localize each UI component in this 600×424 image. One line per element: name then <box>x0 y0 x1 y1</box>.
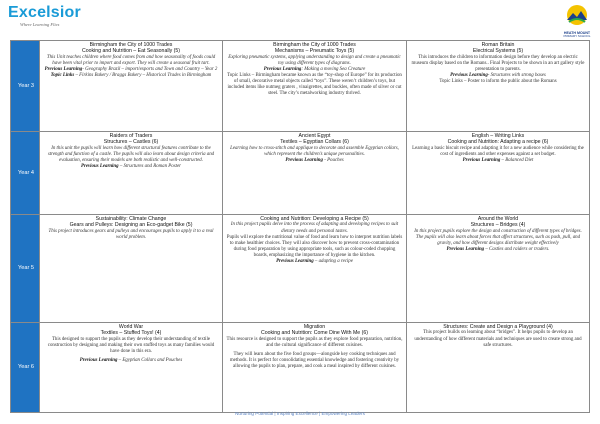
crest-line-1: HEATH MOUNT <box>563 31 591 35</box>
school-crest <box>560 4 594 38</box>
unit-description: This resource is designed to support the pupils as they explore food preparation, nutrition, and the cultural significance of different cuisines. <box>226 336 403 348</box>
unit-cell <box>40 41 223 132</box>
topic-links-label: Topic Links <box>50 73 75 79</box>
unit-title: Gears and Pulleys: Designing an Eco-gadget Bike (5) <box>69 222 193 229</box>
unit-description: This designed to support the pupils as they develop their understanding of textile construction by designing and making their own stuffed toys as many families would have done in this era. <box>47 336 215 354</box>
unit-cell <box>223 41 407 132</box>
topic-links-text: Topic Links – Birmingham became known as the “toy-shop of Europe” for its production of small, decorative metal objects called “toys”. These weren’t children’s toys, but included items like nutmeg graters , vinaigrettes, and buckles, often made of silver or cut steel. The city’s metalworking industry thrived. <box>227 73 402 97</box>
footer-motto: Nurturing Potential | Inspiring Excellence | Empowering Leaders <box>235 411 365 416</box>
unit-topic: English – Writing Links <box>471 133 525 139</box>
unit-title: Structures: Create and Design a Playground (4) <box>443 324 553 330</box>
unit-topic: Migration <box>303 324 326 330</box>
unit-cell <box>407 132 590 215</box>
unit-topic: Birmingham the City of 1000 Trades <box>89 42 173 48</box>
table-row <box>11 132 590 215</box>
year-label: Year 5 <box>11 215 40 323</box>
unit-title: Cooking and Nutrition – Eat Seasonally (5) <box>81 48 181 55</box>
table-row <box>11 323 590 413</box>
previous-learning-text: – Balanced Diet <box>501 158 534 163</box>
unit-title: Textiles – Stuffed Toys! (4) <box>100 330 162 337</box>
unit-topic: Raiders of Traders <box>109 133 153 139</box>
unit-description: Exploring pneumatic systems, applying understanding to design and create a pneumatic toy using different types of diagrams. <box>228 54 401 66</box>
unit-cell <box>40 215 223 323</box>
unit-topic: Roman Britain <box>481 42 515 48</box>
previous-learning-label: Previous Learning <box>285 158 323 163</box>
previous-learning-text: - Geography Brazil – import/exports and Town and Country – Year 2 <box>82 67 218 72</box>
unit-description-more: They will learn about the five food groups—alongside key cooking techniques and methods. It is perfect for consolidating essential knowledge and fostering creativity by allowing the pupils to plan, prepare, and cook a meal inspired by different cuisines. <box>229 352 400 370</box>
unit-cell <box>407 215 590 323</box>
unit-title: Mechanisms – Pneumatic Toys (5) <box>274 48 355 55</box>
crest-icon <box>560 4 594 26</box>
unit-description: Learning how to cross-stitch and applique to decorate and assemble Egyptian collars, which represent the children’s unique personalities. <box>230 145 399 157</box>
unit-description-more: Pupils will explore the nutritional value of food and learn how to interpret nutrition labels to make healthier choices. They will also discover how to prevent cross-contamination during food preparation by using appropriate tools, such as colour-coded chopping boards, emphasizing the importance of hygiene in the kitchen. <box>226 234 403 258</box>
unit-title: Cooking and Nutrition: Developing a Recipe (5) <box>260 216 369 222</box>
crest-line-2: PRIMARY SCHOOL <box>563 34 591 38</box>
previous-learning-label: Previous Learning <box>79 358 118 364</box>
unit-cell <box>407 323 590 413</box>
previous-learning-label: Previous Learning <box>80 164 119 170</box>
previous-learning-text: – adapting a recipe <box>313 258 353 264</box>
unit-description: In this project pupils explore the design and construction of different types of bridges. The pupils will also learn about forces that affect structures, such as push, pull, and gravity, and how different designs distribute weight effectively <box>414 228 582 246</box>
unit-description: This project builds on learning about “bridges”. It helps pupils to develop an understanding of how different materials and techniques are used to create strong and safe structures. <box>414 330 582 348</box>
previous-learning-text: – Castles and raiders or traders. <box>484 247 550 253</box>
unit-cell <box>223 215 407 323</box>
previous-learning-text: - Structures with strong bases <box>487 73 546 79</box>
unit-title: Structures – Bridges (4) <box>470 222 526 229</box>
previous-learning-text: : Making a moving Sea Creature <box>301 67 366 72</box>
previous-learning-label: Previous Learning <box>44 67 83 72</box>
previous-learning-label: Previous Learning <box>263 67 302 72</box>
unit-description: In this unit the pupils will learn how different structural features contribute to the strength and function of a castle. The pupils will also learn about design criteria and evaluation, ensuring their models are both realistic and well-constructed. <box>47 145 215 163</box>
topic-links-text: – Firkins Bakery / Braggs Bakery – Historical Trades in Birmingham <box>75 73 212 79</box>
topic-links-text: Topic Links – Poster to inform the public about the Romans <box>439 79 557 85</box>
table-row <box>11 41 590 132</box>
unit-description: This project introduces gears and pulleys and encourages pupils to apply it to a real world problem. <box>48 228 214 240</box>
year-label: Year 3 <box>11 41 40 132</box>
unit-cell <box>407 41 590 132</box>
unit-title: Textiles – Egyptian Collars (6) <box>280 139 349 146</box>
excelsior-logo <box>8 4 88 32</box>
brand-name: Excelsior <box>8 4 81 21</box>
year-label: Year 4 <box>11 132 40 215</box>
unit-title: Structures – Castles (6) <box>103 139 159 146</box>
previous-learning-label: Previous Learning <box>276 258 314 264</box>
unit-description: In this project pupils delve into the process of adapting and developing recipes to suit dietary needs and personal tastes. <box>230 222 399 234</box>
unit-topic: Sustainability: Climate Change <box>95 216 167 222</box>
previous-learning-label: Previous Learning <box>446 247 485 253</box>
curriculum-table <box>10 40 590 413</box>
unit-topic: World War <box>118 324 144 330</box>
unit-description: This introduces the children to information design before they develop an electric museum display based on the Romans.. Final Projects to be shown in an art gallery style presentation to parents. <box>411 54 585 72</box>
unit-title: Cooking and Nutrition: Come Dine With Me (6) <box>261 330 368 337</box>
unit-cell <box>40 132 223 215</box>
unit-topic: Birmingham the City of 1000 Trades <box>273 42 356 48</box>
previous-learning-label: Previous Learning <box>450 73 488 79</box>
unit-cell <box>40 323 223 413</box>
brand-tagline: Where Learning Flies <box>20 22 60 27</box>
previous-learning-label: Previous Learning <box>462 158 501 163</box>
unit-cell <box>223 132 407 215</box>
unit-topic: Ancient Egypt <box>298 133 331 139</box>
unit-description: Learning a basic biscuit recipe and adapting it for a new audience while considering the cost of ingredients and other expenses against a set budget. <box>412 145 584 157</box>
unit-title: Cooking and Nutrition: Adapting a recipe (6) <box>447 139 549 146</box>
unit-description: This Unit teaches children where food comes from and how seasonality of foods could have been vital prior to import and export. They will create a seasonal fruit tart. <box>46 54 216 66</box>
previous-learning-text: – Egyptian Collars and Pouches <box>117 358 183 364</box>
unit-title: Electrical Systems (5) <box>472 48 524 55</box>
previous-learning-text: - Pouches <box>324 158 344 163</box>
table-row <box>11 215 590 323</box>
unit-cell <box>223 323 407 413</box>
year-label: Year 6 <box>11 323 40 413</box>
unit-topic: Around the World <box>477 216 519 222</box>
previous-learning-text: – Structures and Roman Poster <box>119 164 182 170</box>
